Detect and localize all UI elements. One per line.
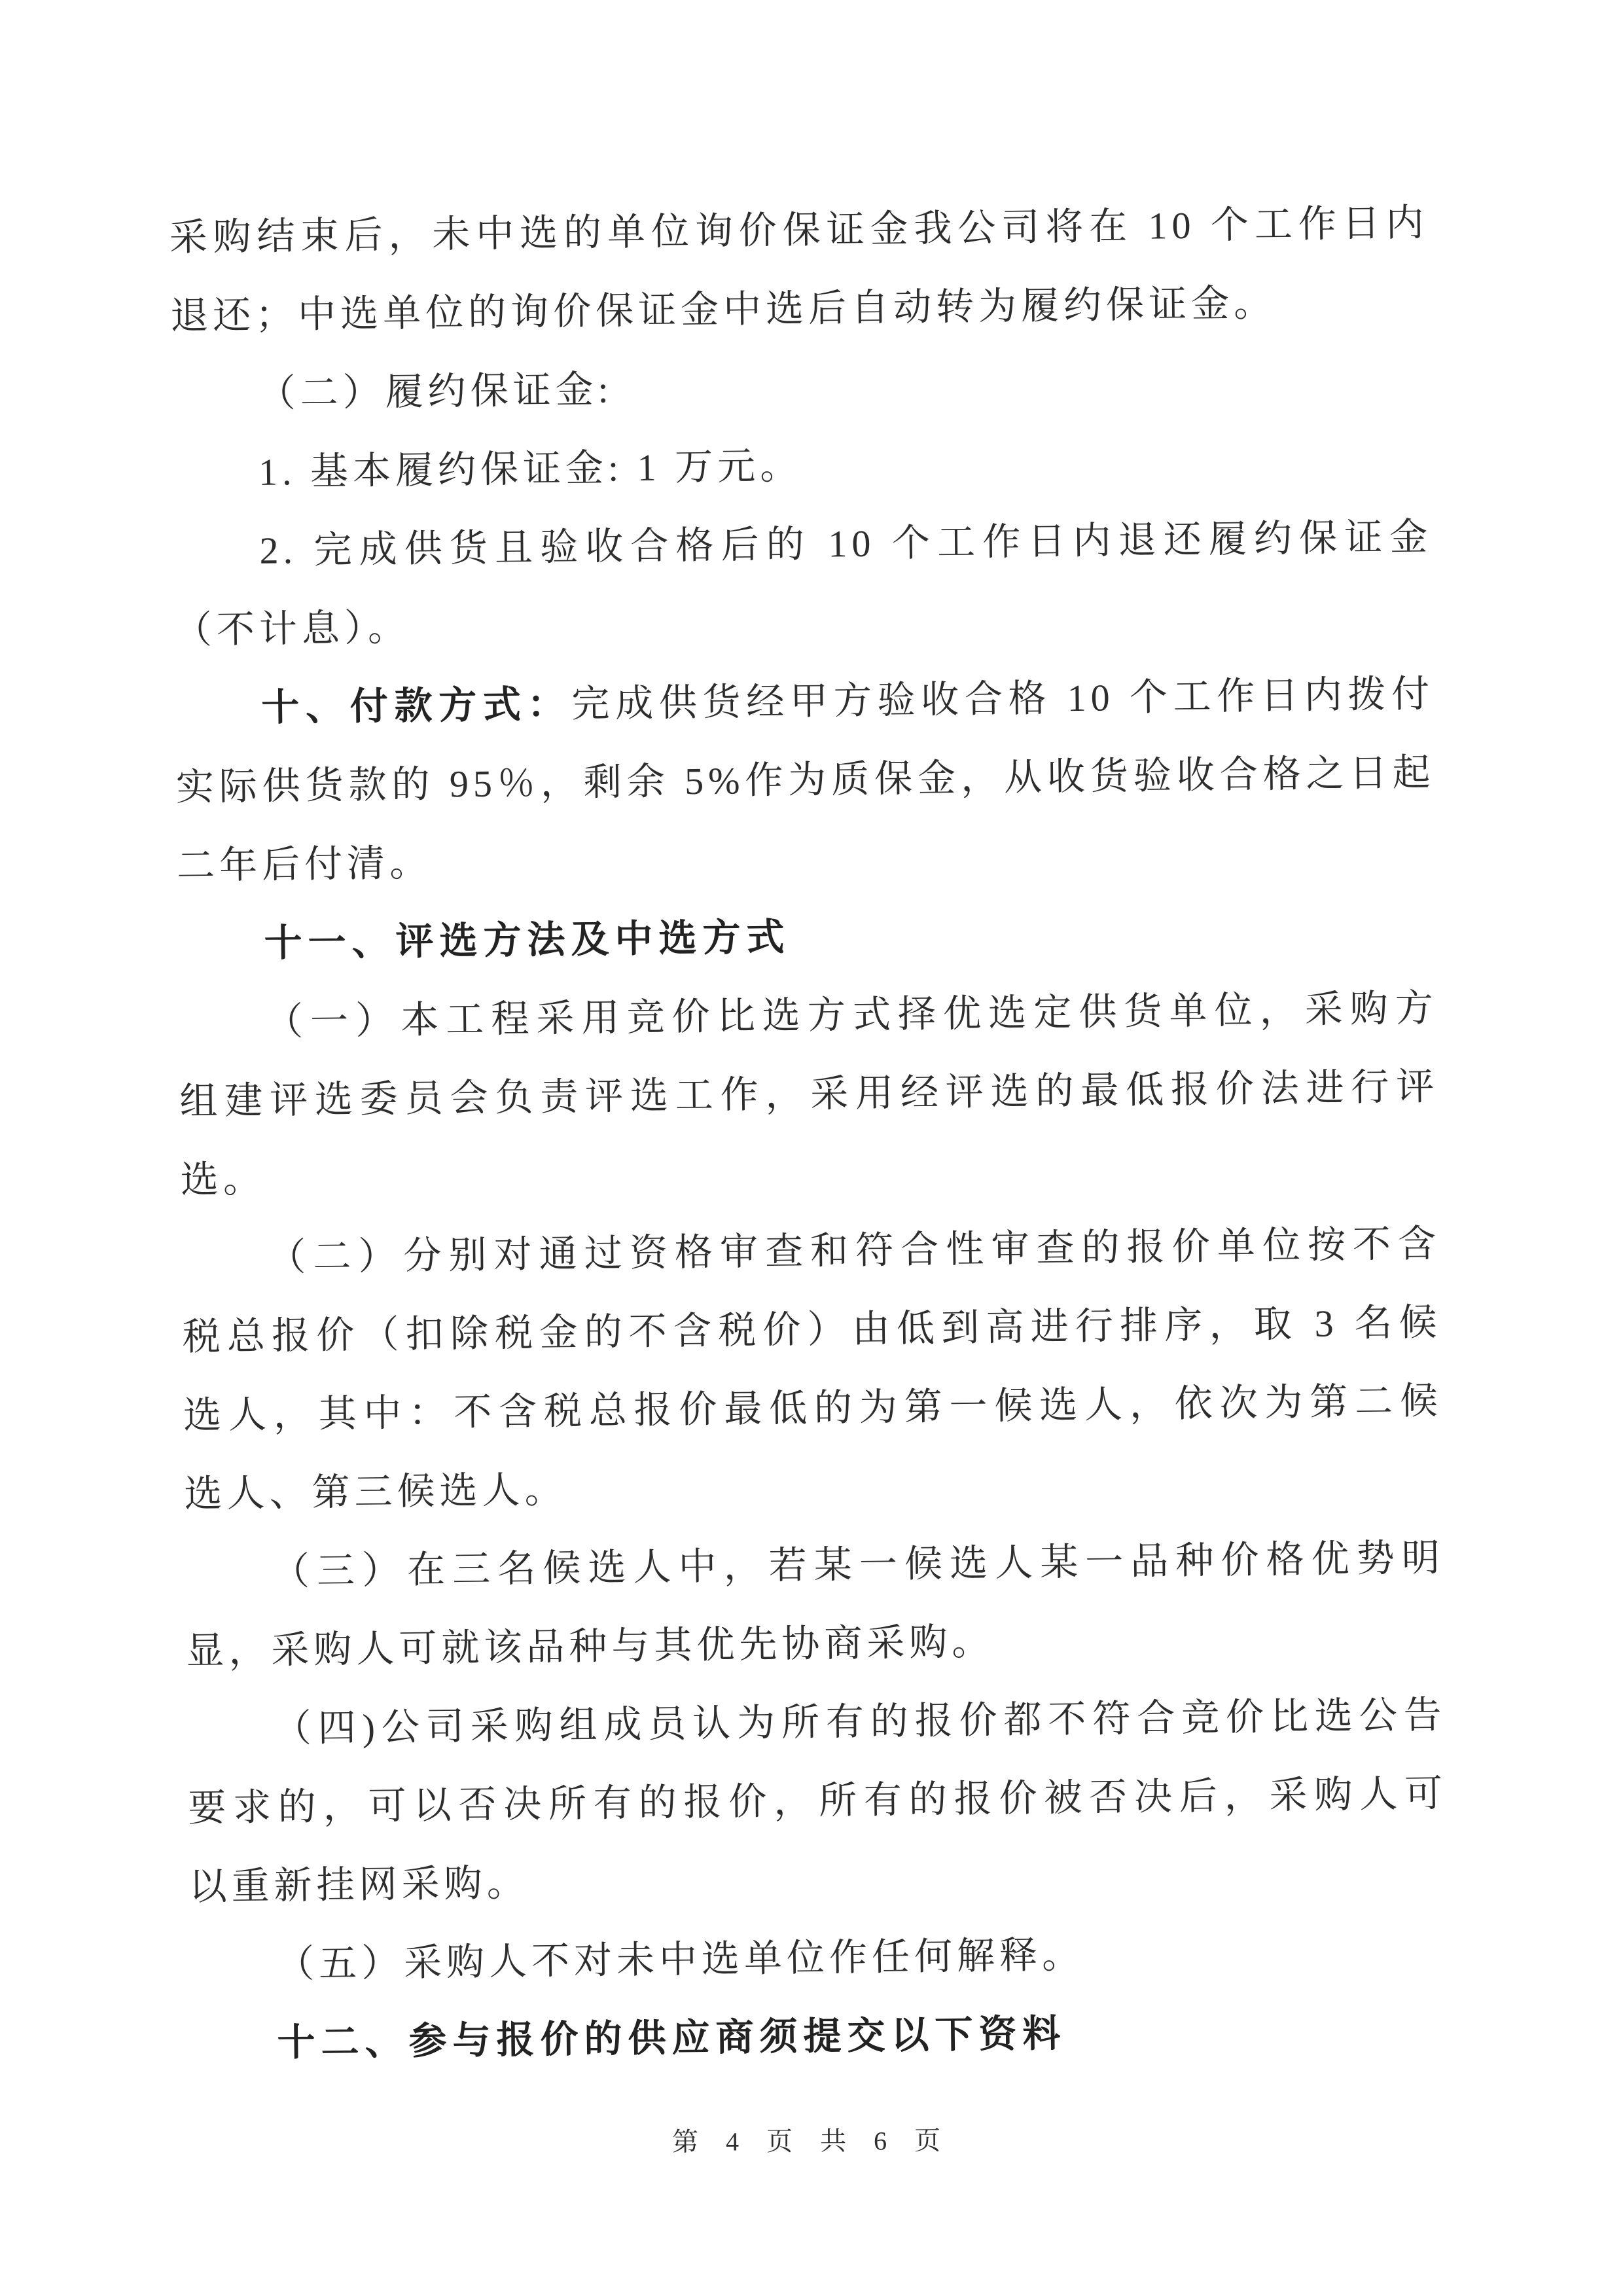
text-line: （五）采购人不对未中选单位作任何解释。 [276, 1933, 1085, 1986]
text-line: 2. 完成供货且验收合格后的 10 个工作日内退还履约保证金 [259, 515, 1433, 572]
text-line: （四)公司采购组成员认为所有的报价都不符合竞价比选公告 [273, 1693, 1447, 1750]
text-line: （一）本工程采用竞价比选方式择优选定供货单位，采购方 [264, 986, 1438, 1043]
text-line: 选人、第三候选人。 [184, 1468, 567, 1516]
payment-heading-label: 十、付款方式： [260, 683, 572, 729]
text-line: （三）在三名候选人中，若某一候选人某一品种价格优势明 [271, 1536, 1445, 1593]
text-line: 退还；中选单位的询价保证金中选后自动转为履约保证金。 [169, 281, 1277, 338]
text-line: 要求的，可以否决所有的报价，所有的报价被否决后，采购人可 [187, 1772, 1448, 1830]
text-line: 采购结束后，未中选的单位询价保证金我公司将在 10 个工作日内 [169, 201, 1429, 259]
section-heading-twelve: 十二、参与报价的供应商须提交以下资料 [277, 2012, 1067, 2064]
text-line: 税总报价（扣除税金的不含税价）由低到高进行排序，取 3 名候 [182, 1300, 1442, 1359]
payment-terms-line [175, 655, 1435, 749]
page-number: 第 4 页 共 6 页 [671, 2125, 952, 2157]
text-line: （不计息）。 [173, 606, 411, 652]
text-line: （二）分别对通过资格审查和符合性审查的报价单位按不含 [267, 1222, 1441, 1279]
text-line: 选人，其中：不含税总报价最低的为第一候选人，依次为第二候 [183, 1379, 1443, 1437]
text-line: 组建评选委员会负责评选工作，采用经评选的最低报价法进行评 [179, 1065, 1439, 1123]
text-line: 实际供货款的 95％，剩余 5%作为质保金，从收货验收合格之日起 [175, 751, 1435, 809]
text-line: 选。 [180, 1157, 266, 1202]
text-line: 显，采购人可就该品种与其优先协商采购。 [186, 1620, 995, 1673]
text-line: 二年后付清。 [176, 841, 433, 888]
text-line: 1. 基本履约保证金: 1 万元。 [258, 444, 803, 493]
text-line: 以重新挂网采购。 [188, 1861, 530, 1909]
section-heading-eleven: 十一、评选方法及中选方式 [264, 916, 791, 965]
document-body [169, 184, 1450, 2084]
text-line: （二）履约保证金: [257, 368, 614, 415]
payment-terms-text: 完成供货经甲方验收合格 10 个工作日内拨付 [571, 672, 1435, 726]
